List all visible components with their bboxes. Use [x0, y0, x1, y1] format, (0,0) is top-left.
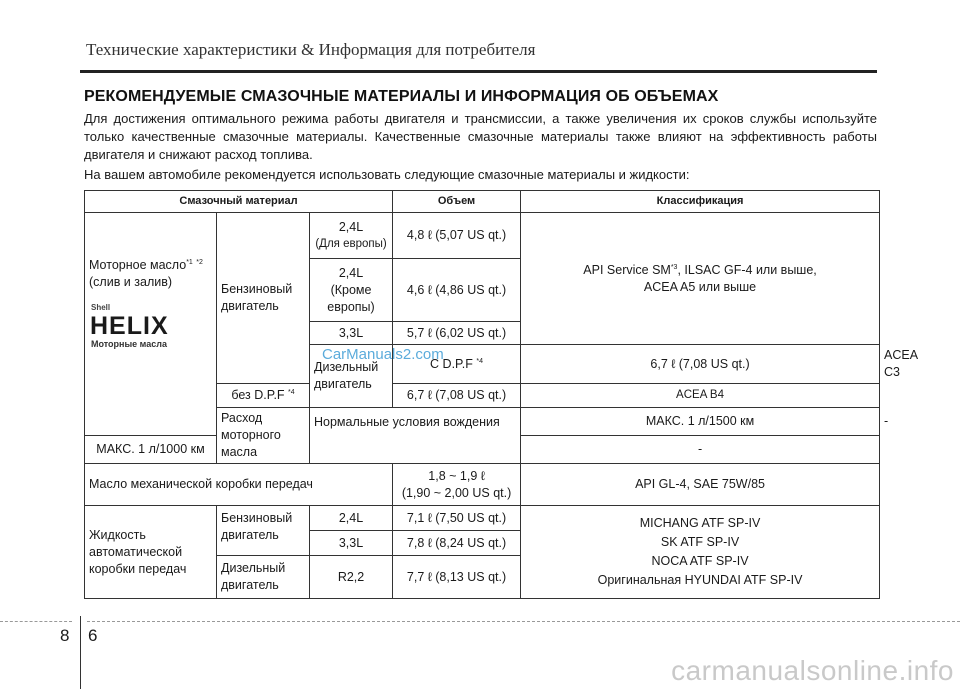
- table-row: [85, 506, 880, 531]
- page-number-chapter: 8: [60, 626, 70, 645]
- svg-text:HELIX: HELIX: [90, 312, 169, 340]
- atf-3-3l: 3,3L: [310, 531, 393, 556]
- atf-r2-2: R2,2: [310, 556, 393, 599]
- footer-rule-right: [87, 621, 960, 622]
- header-title: Технические характеристики & Информация для потребителя: [86, 40, 536, 59]
- table-row: Расход моторного масла Нормальные условия вождения МАКС. 1 л/1500 км -: [85, 408, 880, 436]
- engine-with-dpf: С D.P.F $^{*4}$: [393, 345, 521, 384]
- svg-text:Моторные масла: Моторные масла: [91, 339, 167, 349]
- footer-rule-left: [0, 621, 72, 622]
- manual-transmission-label: Масло механической коробки передач: [85, 464, 393, 506]
- oil-consumption-max-1000-class: -: [521, 436, 880, 464]
- section-title: РЕКОМЕНДУЕМЫЕ СМАЗОЧНЫЕ МАТЕРИАЛЫ И ИНФОРМАЦИЯ ОБ ОБЪЕМАХ: [84, 88, 719, 105]
- atf-r2-2-volume: 7,7 ℓ (8,13 US qt.): [393, 556, 521, 599]
- engine-3-3l-volume: 5,7 ℓ (6,02 US qt.): [393, 322, 521, 345]
- atf-classification: MICHANG ATF SP-IV SK ATF SP-IV NOCA ATF SP-IV Оригинальная HYUNDAI ATF SP-IV: [521, 506, 880, 599]
- atf-label: Жидкость автоматической коробки передач: [85, 506, 217, 599]
- engine-oil-diesel: Дизельный двигатель: [310, 345, 393, 408]
- header-lubricant: Смазочный материал: [85, 191, 393, 213]
- lubricants-table: [84, 190, 919, 599]
- table-header-row: [85, 191, 880, 213]
- engine-gasoline-classification: API Service SM$^{*3}$, ILSAC GF-4 или выше, ACEA A5 или выше: [521, 213, 880, 345]
- header-classification: Классификация: [521, 191, 880, 213]
- page-number: 6: [88, 626, 98, 645]
- oil-consumption-max-1000: МАКС. 1 л/1000 км: [85, 436, 217, 464]
- table-row: [85, 213, 880, 259]
- header-volume: Объем: [393, 191, 521, 213]
- table-row: Дизельный двигатель С D.P.F $^{*4}$ 6,7 ℓ (7,08 US qt.) ACEA C3: [85, 345, 880, 384]
- manual-transmission-class: API GL-4, SAE 75W/85: [521, 464, 880, 506]
- intro-paragraph: Для достижения оптимального режима работы двигателя и трансмиссии, а также увеличения их сроков службы используйте только качественные смазочные материалы. Качественные смазочные материалы также влияют на эффективность работы двигателя и снижают расход топлива.: [84, 111, 877, 162]
- intro-paragraph-2: На вашем автомобиле рекомендуется использовать следующие смазочные материалы и жидкости:: [84, 167, 690, 182]
- engine-without-dpf: без D.P.F $^{*4}$: [217, 384, 310, 408]
- shell-helix-logo: [89, 301, 193, 351]
- engine-oil-cell: [85, 213, 217, 436]
- engine-oil-label: Моторное масло$^{*1}$ $^{*2}$: [89, 258, 203, 272]
- engine-2-4l-non-europe: 2,4L (Кроме европы): [310, 259, 393, 322]
- atf-2-4l-volume: 7,1 ℓ (7,50 US qt.): [393, 506, 521, 531]
- footer-divider: [80, 616, 81, 689]
- atf-gasoline: Бензиновый двигатель: [217, 506, 310, 556]
- engine-3-3l: 3,3L: [310, 322, 393, 345]
- atf-2-4l: 2,4L: [310, 506, 393, 531]
- engine-2-4l-europe-volume: 4,8 ℓ (5,07 US qt.): [393, 213, 521, 259]
- engine-2-4l-non-europe-volume: 4,6 ℓ (4,86 US qt.): [393, 259, 521, 322]
- bottom-watermark: carmanualsonline.info: [671, 655, 954, 686]
- atf-3-3l-volume: 7,8 ℓ (8,24 US qt.): [393, 531, 521, 556]
- svg-text:Shell: Shell: [91, 303, 111, 312]
- engine-with-dpf-volume: 6,7 ℓ (7,08 US qt.): [521, 345, 880, 384]
- engine-without-dpf-volume: 6,7 ℓ (7,08 US qt.): [393, 384, 521, 408]
- table-row: [85, 464, 880, 506]
- oil-consumption-max-1500: МАКС. 1 л/1500 км: [521, 408, 880, 436]
- watermark-carmanuals: CarManuals2.com: [322, 346, 444, 363]
- oil-consumption-condition: Нормальные условия вождения: [310, 408, 521, 464]
- atf-diesel: Дизельный двигатель: [217, 556, 310, 599]
- header-rule: [80, 70, 877, 73]
- engine-without-dpf-class: ACEA B4: [521, 384, 880, 408]
- engine-oil-sublabel: (слив и залив): [89, 275, 173, 289]
- oil-consumption-label: Расход моторного масла: [217, 408, 310, 464]
- engine-2-4l-europe: 2,4L (Для европы): [310, 213, 393, 259]
- engine-oil-gasoline: Бензиновый двигатель: [217, 213, 310, 384]
- manual-transmission-volume: 1,8 ~ 1,9 ℓ (1,90 ~ 2,00 US qt.): [393, 464, 521, 506]
